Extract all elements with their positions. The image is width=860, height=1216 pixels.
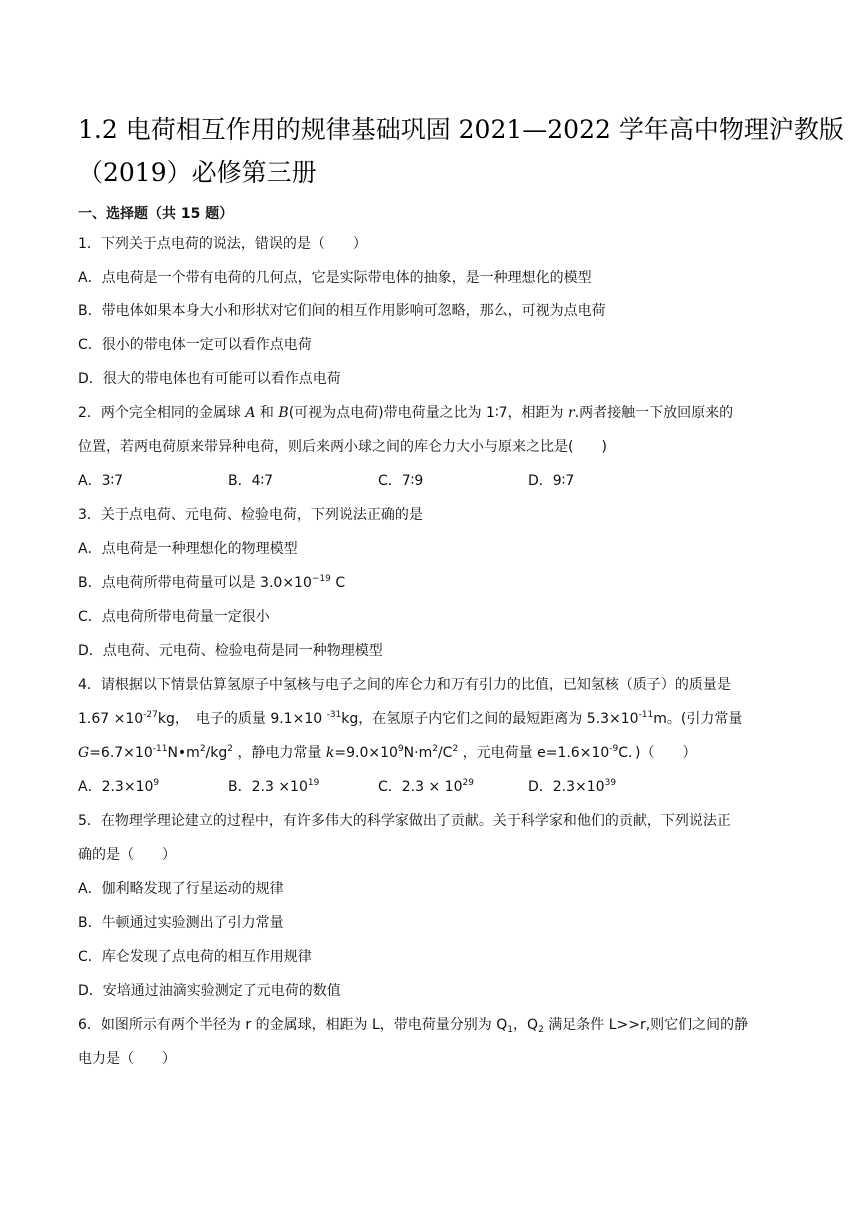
question-2-option-b: B．4∶7 [228,473,274,489]
question-3-option-c: C．点电荷所带电荷量一定很小 [78,609,270,625]
q4-l3-a: =6.7×10 [89,745,153,761]
question-1-option-a: A．点电荷是一个带有电荷的几何点，它是实际带电体的抽象，是一种理想化的模型 [78,270,592,286]
q4-a-exponent: 9 [153,778,160,788]
section-heading: 一、选择题（共 15 题） [78,206,234,222]
q4-var-k: k [325,745,335,761]
q6-l1-c: 满足条件 L>>r,则它们之间的静 [543,1017,749,1033]
document-title-line-2: （2019）必修第三册 [78,158,317,187]
question-4-option-a [78,777,159,797]
q4-d-text: D．2.3×10 [528,779,605,795]
q4-l3-i: ，元电荷量 e=1.6×10 [458,745,610,761]
q4-l3-exp-1: -11 [152,744,168,754]
question-4-option-b [228,777,319,797]
q4-l2-exp-1: -27 [143,710,158,720]
q4-l2-c: kg，在氢原子内它们之间的最短距离为 5.3×10 [341,711,639,727]
question-4-stem-line-1: 4．请根据以下情景估算氢原子中氢核与电子之间的库仑力和万有引力的比值，已知氢核（质子）的质量是 [78,677,731,693]
q3-b-text: B．点电荷所带电荷量可以是 3.0×10 [78,575,312,591]
question-5-option-b: B．牛顿通过实验测出了引力常量 [78,915,284,931]
q4-l2-a: 1.67 ×10 [78,711,144,727]
q4-l3-h: /C [437,745,453,761]
question-2-option-d: D．9∶7 [528,473,575,489]
q4-c-text: C．2.3 × 10 [378,779,463,795]
q4-l2-b: kg， 电子的质量 9.1×10 [157,711,327,727]
q4-var-g: G [78,745,90,761]
q4-l3-exp-2: 2 [199,744,206,754]
question-3-option-b [78,573,345,593]
q4-l3-exp-3: 2 [227,744,233,754]
q4-l3-g: N·m [403,745,433,761]
question-3-option-a: A．点电荷是一种理想化的物理模型 [78,541,298,557]
question-1-option-d: D．很大的带电体也有可能可以看作点电荷 [78,371,341,387]
q6-sub-2: 2 [538,1025,544,1035]
question-2-option-a: A．3∶7 [78,473,124,489]
question-1-stem: 1．下列关于点电荷的说法，错误的是（ ） [78,236,367,252]
q4-l2-d: m。(引力常量 [653,711,743,727]
q4-d-exponent: 39 [604,778,617,788]
question-4-option-d [528,777,616,797]
question-4-stem-line-3 [78,743,697,763]
question-1-option-b: B．带电体如果本身大小和形状对它们间的相互作用影响可忽略，那么，可视为点电荷 [78,303,606,319]
q2-text-a: 2．两个完全相同的金属球 [78,405,246,421]
question-3-option-d: D．点电荷、元电荷、检验电荷是同一种物理模型 [78,643,383,659]
q4-l3-b: N•m [167,745,200,761]
q4-l3-exp-6: 2 [452,744,459,754]
q6-l1-a: 6．如图所示有两个半径为 r 的金属球，相距为 L，带电荷量分别为 Q [78,1017,508,1033]
q4-c-exponent: 29 [462,778,474,788]
q4-l3-j: C．)（ ） [618,745,697,761]
question-2-option-c: C．7∶9 [378,473,424,489]
q4-l3-d: ，静电力常量 [233,745,326,761]
question-5-option-a: A．伽利略发现了行星运动的规律 [78,881,284,897]
q4-l3-f: =9.0×10 [334,745,398,761]
q2-var-b: B [278,405,289,421]
document-title-line-1: 1.2 电荷相互作用的规律基础巩固 2021—2022 学年高中物理沪教版 [78,115,844,144]
question-5-option-c: C．库仑发现了点电荷的相互作用规律 [78,949,312,965]
q3-b-unit: C [330,575,346,591]
question-2-stem-line-2: 位置，若两电荷原来带异种电荷，则后来两小球之间的库仑力大小与原来之比是( ) [78,439,607,455]
question-3-stem: 3．关于点电荷、元电荷、检验电荷，下列说法正确的是 [78,507,423,523]
q4-l3-exp-7: -9 [609,744,619,754]
question-5-stem-line-1: 5．在物理学理论建立的过程中，有许多伟大的科学家做出了贡献。关于科学家和他们的贡献，下列说法正 [78,813,731,829]
q4-l2-exp-2: -31 [326,710,342,720]
q3-b-exponent: −19 [311,574,331,584]
q4-l3-exp-4: 9 [397,744,404,754]
q4-b-exponent: 19 [307,778,320,788]
q4-l2-exp-3: -11 [638,710,654,720]
question-6-stem-line-2: 电力是（ ） [78,1051,176,1067]
q6-l1-b: ，Q [513,1017,539,1033]
question-5-option-d: D．安培通过油滴实验测定了元电荷的数值 [78,983,341,999]
q2-text-c: (可视为点电荷)带电荷量之比为 1∶7，相距为 [288,405,568,421]
q4-a-text: A．2.3×10 [78,779,154,795]
question-6-stem-line-1 [78,1015,748,1035]
question-2-stem-line-1 [78,403,733,423]
q4-b-text: B．2.3 ×10 [228,779,308,795]
q2-text-b: 和 [255,405,279,421]
question-5-stem-line-2: 确的是（ ） [78,847,176,863]
q2-var-r: r [567,405,575,421]
question-4-option-c [378,777,474,797]
q4-l3-exp-5: 2 [432,744,438,754]
q2-var-a: A [245,405,256,421]
question-1-option-c: C．很小的带电体一定可以看作点电荷 [78,337,312,353]
question-4-stem-line-2 [78,709,742,729]
q2-text-d: .两者接触一下放回原来的 [574,405,734,421]
q4-l3-c: /kg [205,745,228,761]
q6-sub-1: 1 [507,1025,514,1035]
